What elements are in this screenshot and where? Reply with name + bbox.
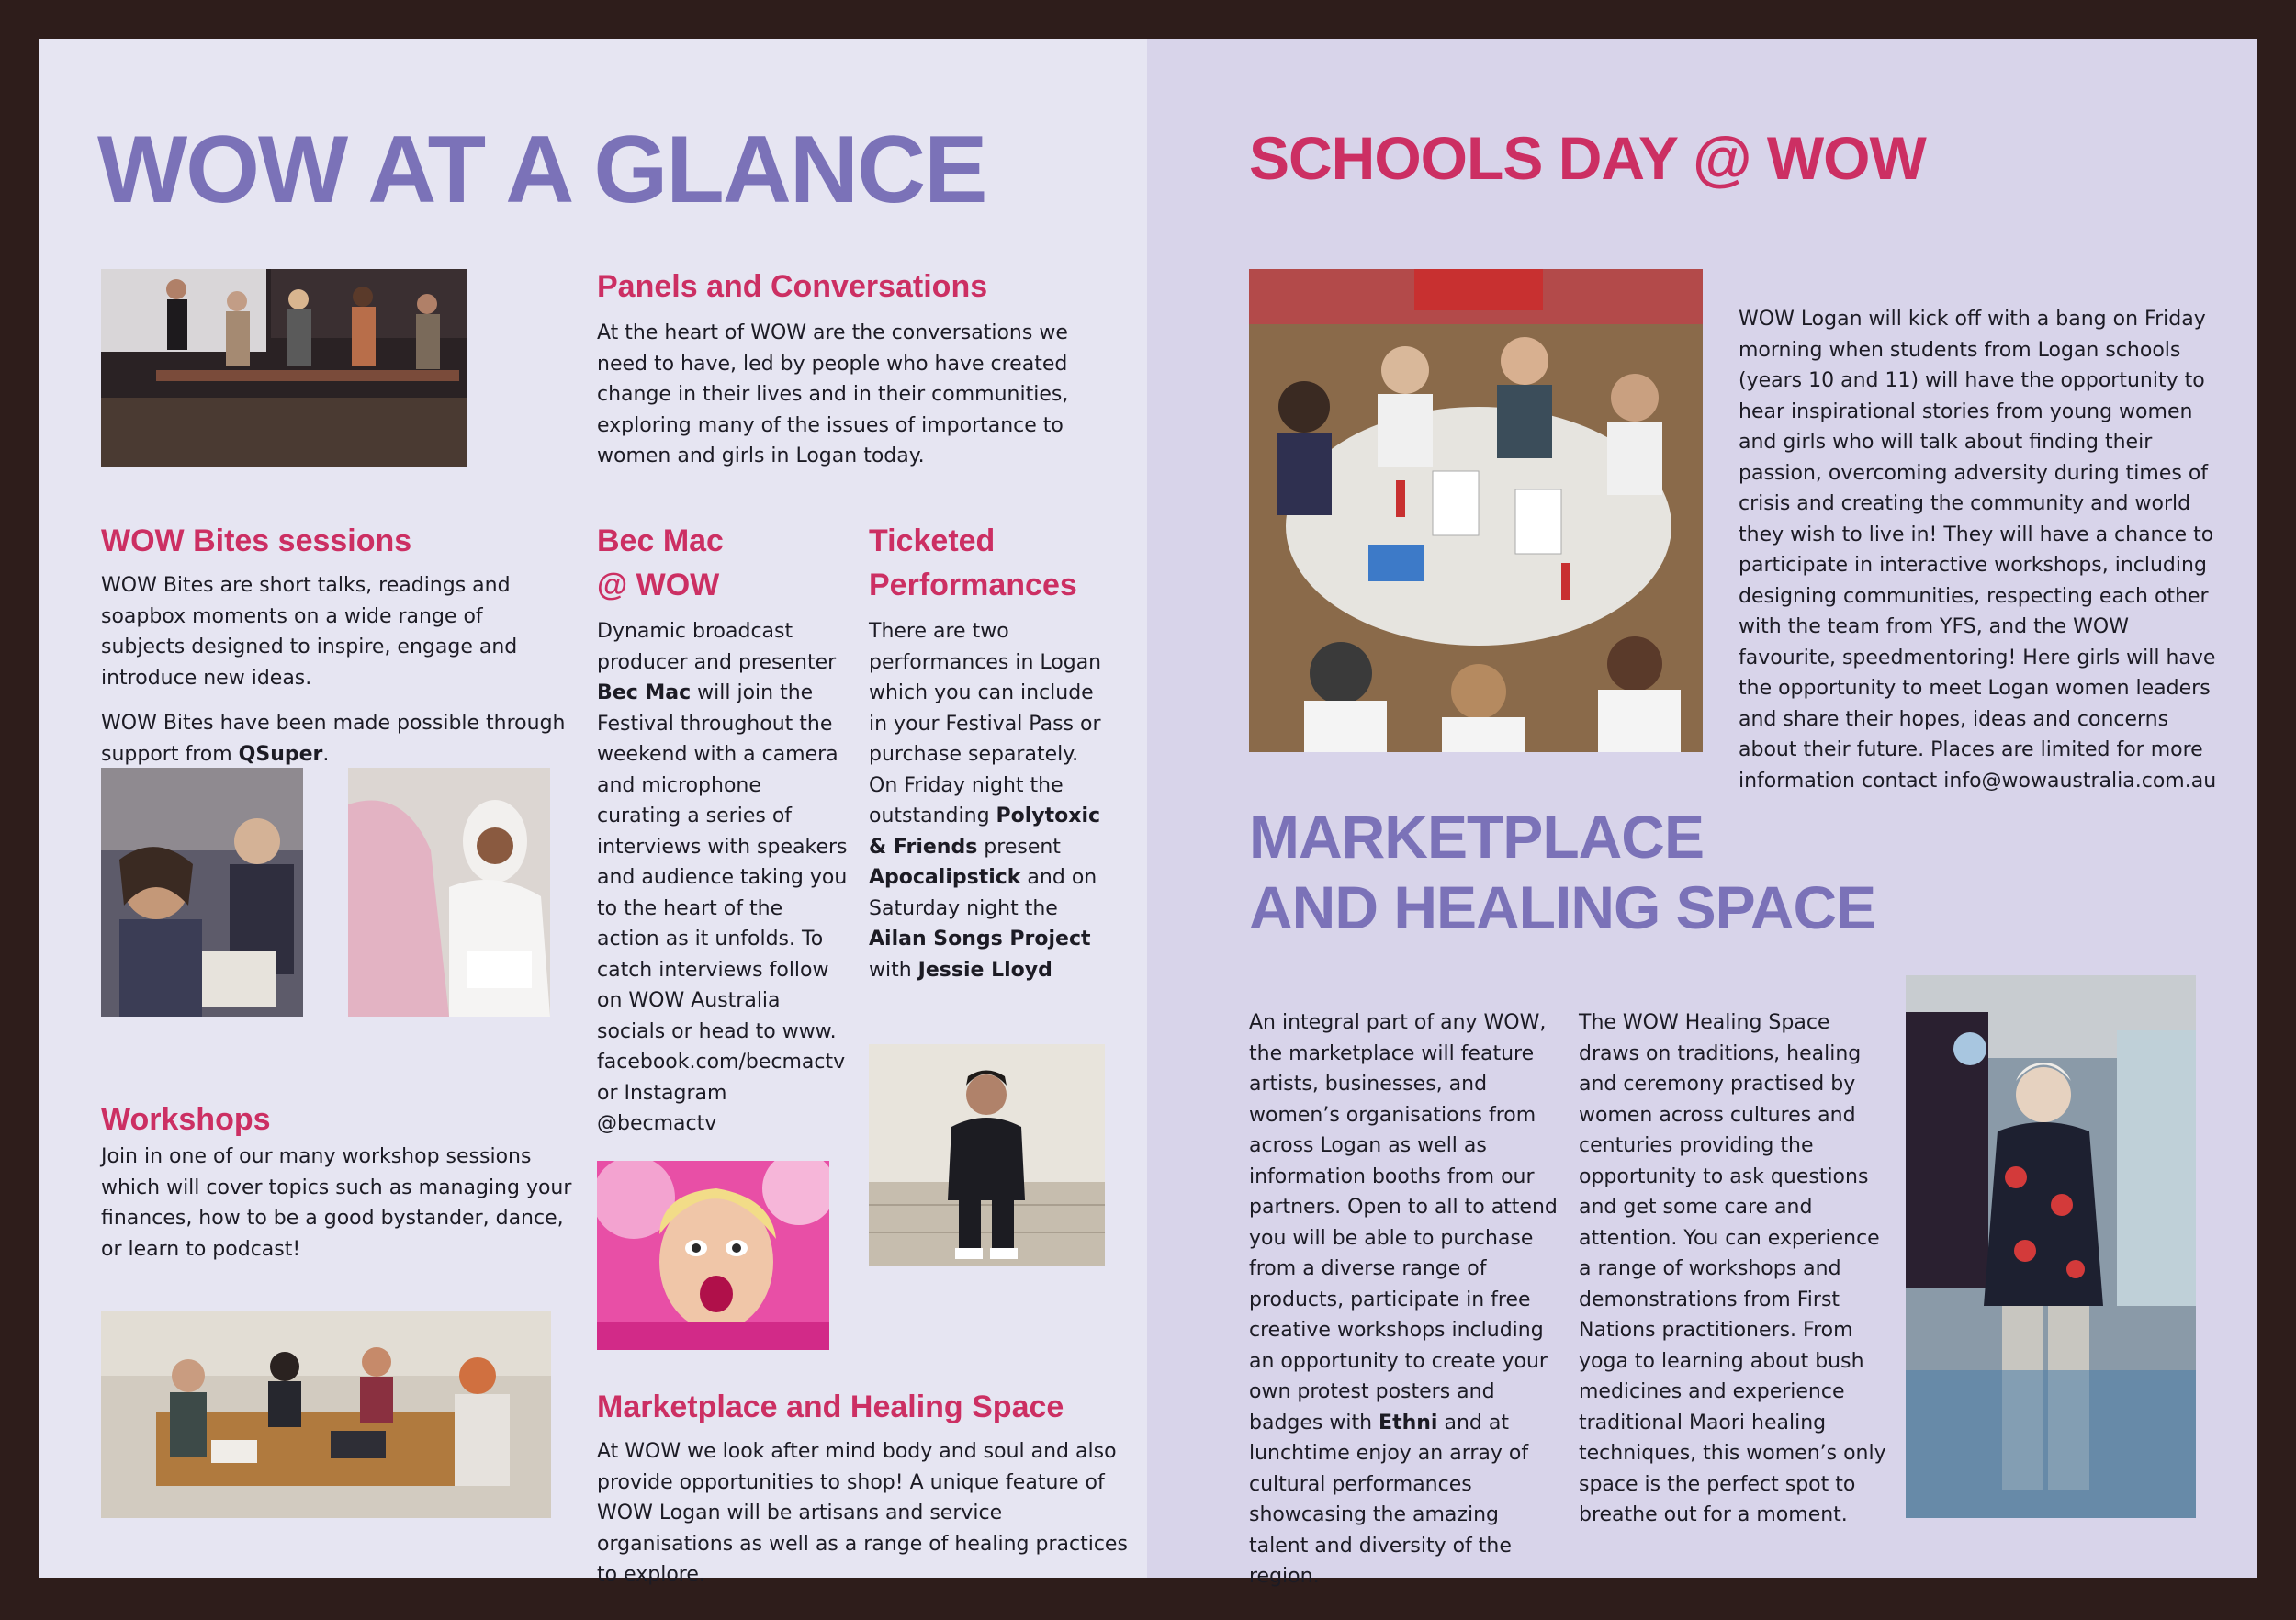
panel-photo <box>101 269 467 467</box>
right-page <box>1147 39 2257 1588</box>
marketplace-col1-text: An integral part of any WOW, the marketplace will feature artists, businesses, and women’s organisations from across Logan as well as information booths from our partners. Open to all to attend you will be able to purchase from a diverse range of products, participate in free creative workshops including an opportunity to create your own protest posters and badges with Ethni and at lunchtime enjoy an array of cultural performances showcasing the amazing talent and diversity of the region. <box>1249 1011 1558 1588</box>
healing-space-photo <box>1906 975 2196 1518</box>
panels-text: At the heart of WOW are the conversations we need to have, led by people who have created change in their lives and in their communities, exploring many of the issues of importance to women and girls in Logan today. <box>597 321 1069 467</box>
healing-space-text: The WOW Healing Space draws on traditions, healing and ceremony practised by women across cultures and centuries providing the opportunity to ask questions and get some care and attention. You can experience a range of workshops and demonstrations from First Nations practitioners. From yoga to learning about bush medicines and experience traditional Maori healing techniques, this women’s only space is the perfect spot to breathe out for a moment. <box>1579 1011 1886 1526</box>
marketplace-text: At WOW we look after mind body and soul and also provide opportunities to shop! A unique feature of WOW Logan will be artisans and service organisations as well as a range of healing practices to explore. <box>597 1440 1128 1586</box>
panels-heading: Panels and Conversations <box>597 269 988 304</box>
apocalipstick-photo <box>597 1161 829 1350</box>
marketplace-heading: Marketplace and Healing Space <box>597 1389 1064 1424</box>
ticketed-heading: Ticketed Performances <box>869 523 1077 602</box>
schools-text: WOW Logan will kick off with a bang on Friday morning when students from Logan schools (years 10 and 11) will have the opportunity to hear inspirational stories from young women and girls who will talk about finding their passion, overcoming adversity during times of crisis and creating the community and world they wish to live in! They will have a chance to participate in interactive workshops, including designing communities, respecting each other with the team from YFS, and the WOW favourite, speedmentoring! Here girls will have the opportunity to meet Logan women leaders and share their hopes, ideas and concerns about their future. Places are limited for more information contact info@wowaustralia.com.au <box>1739 308 2217 793</box>
bites-support-text: WOW Bites have been made possible through support from QSuper. <box>101 712 566 766</box>
bites-photo-audience <box>101 768 303 1017</box>
bites-photo-hijab <box>348 768 550 1017</box>
marketplace-title: MARKETPLACE AND HEALING SPACE <box>1249 803 1876 941</box>
becmac-text: Dynamic broadcast producer and presenter Bec Mac will join the Festival throughout the weekend with a camera and microphone curating a series of interviews with speakers and audience taking you to the heart of the action as it unfolds. To catch interviews follow on WOW Australia socials or head to www. facebook.com/becmactv or Instagram @becmactv <box>597 620 848 1135</box>
jessie-lloyd-photo <box>869 1044 1105 1266</box>
workshops-photo <box>101 1311 551 1518</box>
left-page <box>39 39 1147 1586</box>
page-title: WOW AT A GLANCE <box>97 117 986 223</box>
becmac-heading: Bec Mac @ WOW <box>597 523 724 602</box>
schools-title: SCHOOLS DAY @ WOW <box>1249 124 1926 192</box>
workshops-heading: Workshops <box>101 1102 271 1137</box>
workshops-text: Join in one of our many workshop sessions which will cover topics such as managing your finances, how to be a good bystander, dance, or learn to podcast! <box>101 1145 572 1261</box>
bites-heading: WOW Bites sessions <box>101 523 412 558</box>
ticketed-text: There are two performances in Logan which you can include in your Festival Pass or purchase separately. On Friday night the outstanding Polytoxic & Friends present Apocalipstick and on Saturday night the Ailan Songs Project with Jessie Lloyd <box>869 620 1102 982</box>
schools-photo <box>1249 269 1703 752</box>
bites-text: WOW Bites are short talks, readings and soapbox moments on a wide range of subjects designed to inspire, engage and introduce new ideas. <box>101 574 518 690</box>
qsuper-name: QSuper <box>238 742 323 766</box>
